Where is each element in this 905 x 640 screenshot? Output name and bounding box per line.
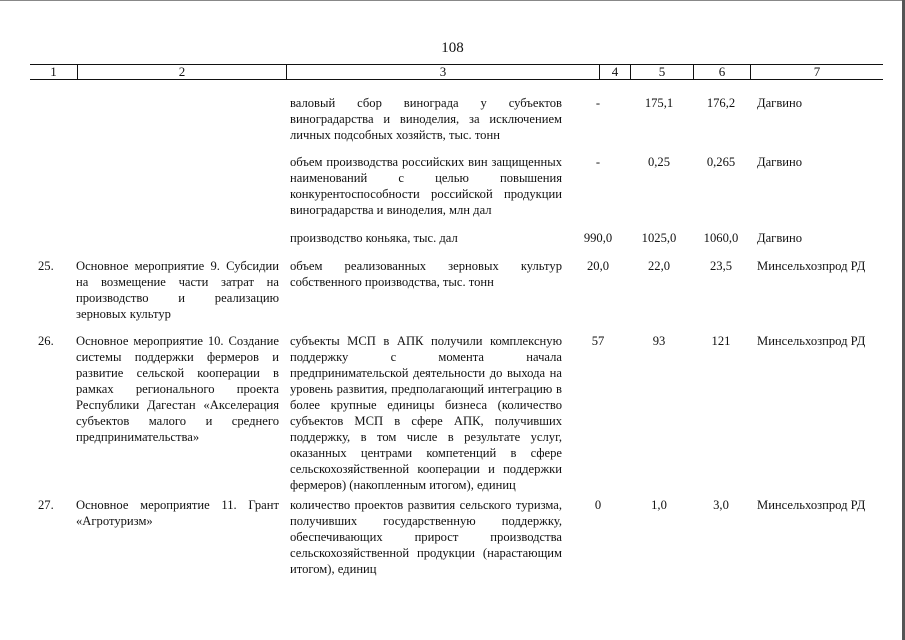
- header-col-1: 1: [50, 64, 57, 79]
- indicator-text: производство коньяка, тыс. дал: [290, 231, 458, 245]
- header-col-5: 5: [630, 65, 693, 79]
- indicator-text: количество проектов развития сельского туризма, получивших государственную поддержку, обеспечивающих прирост производства сельскохозяйственной продукции (нарастающим итогом), единиц: [290, 498, 562, 576]
- measure-text: Основное мероприятие 10. Создание системы поддержки фермеров и развитие сельской кооперации в рамках регионального проекта Республики Дагестан «Акселерация субъектов малого и среднего предпринимательства»: [76, 334, 279, 444]
- value-col-6: 121: [711, 334, 731, 348]
- row-number: 25.: [38, 259, 54, 273]
- header-col-6: 6: [693, 65, 750, 79]
- header-col-3: 3: [286, 65, 599, 79]
- table-header: [30, 64, 883, 80]
- value-col-6: 0,265: [706, 155, 736, 169]
- value-col-5: 93: [652, 334, 666, 348]
- executor: Дагвино: [757, 231, 803, 245]
- value-col-4: 0: [594, 498, 602, 512]
- value-col-4: 20,0: [586, 259, 610, 273]
- page-number: 108: [441, 40, 464, 56]
- measure-text: Основное мероприятие 11. Грант «Агротуризм»: [76, 498, 279, 528]
- value-col-4: 990,0: [583, 231, 613, 245]
- executor: Минсельхозпрод РД: [757, 259, 866, 273]
- executor: Дагвино: [757, 155, 803, 169]
- value-col-6: 176,2: [706, 96, 736, 110]
- value-col-6: 23,5: [709, 259, 733, 273]
- value-col-5: 0,25: [647, 155, 671, 169]
- value-col-4: -: [595, 96, 601, 110]
- executor: Минсельхозпрод РД: [757, 334, 866, 348]
- header-col-7: 7: [750, 65, 883, 79]
- executor: Дагвино: [757, 96, 803, 110]
- header-col-2: 2: [77, 65, 286, 79]
- value-col-4: 57: [591, 334, 605, 348]
- indicator-text: объем производства российских вин защищенных наименований с целью повышения конкурентоспособности российской продукции виноградарства и виноделия, млн дал: [290, 155, 562, 217]
- value-col-5: 1,0: [651, 498, 667, 512]
- value-col-5: 22,0: [647, 259, 671, 273]
- header-col-4: 4: [599, 65, 630, 79]
- value-col-6: 3,0: [713, 498, 729, 512]
- row-number: 27.: [38, 498, 54, 512]
- value-col-5: 175,1: [644, 96, 674, 110]
- indicator-text: валовый сбор винограда у субъектов виноградарства и виноделия, за исключением личных подсобных хозяйств, тыс. тонн: [290, 96, 562, 142]
- row-number: 26.: [38, 334, 54, 348]
- measure-text: Основное мероприятие 9. Субсидии на возмещение части затрат на производство и реализацию зерновых культур: [76, 259, 279, 321]
- value-col-5: 1025,0: [641, 231, 677, 245]
- value-col-4: -: [595, 155, 601, 169]
- value-col-6: 1060,0: [703, 231, 739, 245]
- indicator-text: субъекты МСП в АПК получили комплексную поддержку с момента начала предпринимательской деятельности до выхода на уровень развития, предполагающий интеграцию в более крупные единицы бизнеса (количество субъектов МСП в сфере АПК, получивших поддержку, в том числе в результате услуг, оказанных центрами компетенций в сфере сельскохозяйственной кооперации и поддержки фермеров) (накопленным итогом), единиц: [290, 334, 562, 492]
- scan-edge-top: [0, 0, 905, 1]
- executor: Минсельхозпрод РД: [757, 498, 866, 512]
- indicator-text: объем реализованных зерновых культур собственного производства, тыс. тонн: [290, 259, 562, 289]
